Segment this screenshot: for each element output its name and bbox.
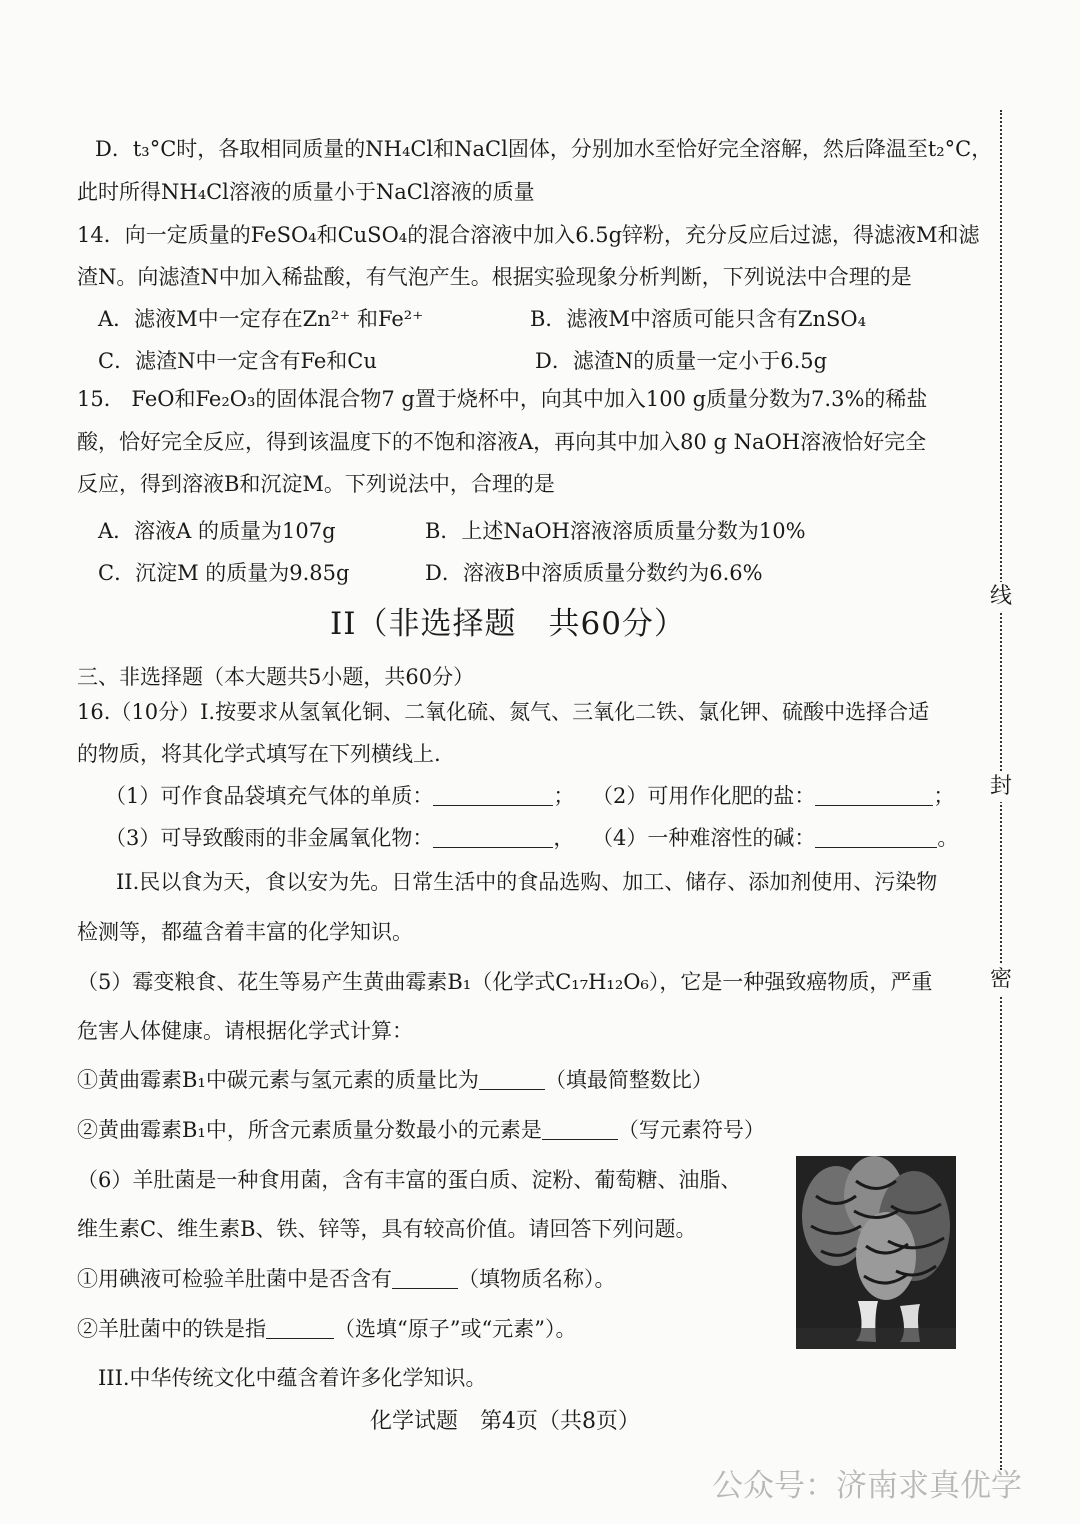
answer-blank[interactable] bbox=[433, 785, 553, 806]
q16-5-ii bbox=[77, 1116, 765, 1144]
q16-part2 bbox=[592, 782, 954, 810]
margin-mark-feng: 封 bbox=[986, 772, 1016, 802]
watermark: 公众号：济南求真优学 bbox=[712, 1468, 1022, 1504]
answer-blank[interactable] bbox=[479, 1069, 545, 1090]
q15-stem-line1: 15． FeO和Fe₂O₃的固体混合物7 g置于烧杯中，向其中加入100 g质量分数为7.3%的稀盐 bbox=[77, 387, 928, 411]
q15-stem-line3: 反应，得到溶液B和沉淀M。下列说法中，合理的是 bbox=[77, 472, 555, 496]
q15-option-a: A．溶液A 的质量为107g bbox=[98, 519, 336, 543]
punct: ； bbox=[553, 784, 575, 808]
answer-blank[interactable] bbox=[392, 1268, 458, 1289]
hint: （写元素符号） bbox=[617, 1118, 765, 1142]
answer-blank[interactable] bbox=[433, 827, 553, 848]
q16-stem-line1: 16.（10分）I.按要求从氢氧化铜、二氧化硫、氮气、三氧化二铁、氯化钾、硫酸中选择合适 bbox=[77, 700, 930, 724]
answer-blank[interactable] bbox=[266, 1318, 334, 1339]
q14-option-b: B．滤液M中溶质可能只含有ZnSO₄ bbox=[530, 307, 867, 331]
q14-option-c: C．滤渣N中一定含有Fe和Cu bbox=[98, 349, 377, 373]
hint: （填物质名称）。 bbox=[458, 1267, 616, 1291]
punct: ； bbox=[933, 784, 955, 808]
q16-part1-label: （1）可作食品袋填充气体的单质： bbox=[105, 784, 434, 808]
q13-option-d-line2: 此时所得NH₄Cl溶液的质量小于NaCl溶液的质量 bbox=[77, 180, 535, 204]
q16-6-i bbox=[77, 1265, 616, 1293]
q16-6-ii bbox=[77, 1315, 576, 1343]
punct: 。 bbox=[937, 826, 959, 850]
q16-II-line1: II.民以食为天，食以安为先。日常生活中的食品选购、加工、储存、添加剂使用、污染物 bbox=[116, 870, 938, 894]
q14-option-a: A．滤液M中一定存在Zn²⁺ 和Fe²⁺ bbox=[98, 307, 424, 331]
q14-stem-line2: 渣N。向滤渣N中加入稀盐酸，有气泡产生。根据实验现象分析判断，下列说法中合理的是 bbox=[77, 265, 912, 289]
q16-part3 bbox=[105, 824, 574, 852]
q15-option-b: B．上述NaOH溶液溶质质量分数为10% bbox=[425, 519, 806, 543]
hint: （选填“原子”或“元素”）。 bbox=[334, 1317, 577, 1341]
answer-blank[interactable] bbox=[542, 1119, 618, 1140]
q16-stem-line2: 的物质，将其化学式填写在下列横线上. bbox=[77, 742, 441, 766]
q16-5-line1: （5）霉变粮食、花生等易产生黄曲霉素B₁（化学式C₁₇H₁₂O₆），它是一种强致癌物质，严重 bbox=[77, 970, 933, 994]
q16-6-line1: （6）羊肚菌是一种食用菌，含有丰富的蛋白质、淀粉、葡萄糖、油脂、 bbox=[77, 1168, 742, 1192]
q16-5-i bbox=[77, 1066, 713, 1094]
q14-option-d: D．滤渣N的质量一定小于6.5g bbox=[535, 349, 828, 373]
q16-part2-label: （2）可用作化肥的盐： bbox=[592, 784, 816, 808]
q16-6-i-label: ①用碘液可检验羊肚菌中是否含有 bbox=[77, 1267, 392, 1291]
morel-mushroom-photo bbox=[796, 1156, 956, 1349]
q16-5-line2: 危害人体健康。请根据化学式计算： bbox=[77, 1019, 413, 1043]
margin-mark-xian: 线 bbox=[986, 582, 1016, 612]
q14-stem-line1: 14．向一定质量的FeSO₄和CuSO₄的混合溶液中加入6.5g锌粉，充分反应后过滤，得滤液M和滤 bbox=[77, 223, 980, 247]
part3-heading: 三、非选择题（本大题共5小题，共60分） bbox=[77, 665, 475, 689]
q16-5-ii-label: ②黄曲霉素B₁中，所含元素质量分数最小的元素是 bbox=[77, 1118, 542, 1142]
hint: （填最简整数比） bbox=[544, 1068, 713, 1092]
q16-6-line2: 维生素C、维生素B、铁、锌等，具有较高价值。请回答下列问题。 bbox=[77, 1217, 697, 1241]
q16-part4 bbox=[592, 824, 958, 852]
morel-mushroom-image bbox=[796, 1156, 956, 1349]
q16-5-i-label: ①黄曲霉素B₁中碳元素与氢元素的质量比为 bbox=[77, 1068, 479, 1092]
section-title: II（非选择题 共60分） bbox=[330, 606, 686, 642]
q15-option-c: C．沉淀M 的质量为9.85g bbox=[98, 561, 350, 585]
q13-option-d-line1: D．t₃°C时，各取相同质量的NH₄Cl和NaCl固体，分别加水至恰好完全溶解，然后降温至t₂°C， bbox=[95, 137, 993, 161]
q15-stem-line2: 酸，恰好完全反应，得到该温度下的不饱和溶液A，再向其中加入80 g NaOH溶液恰好完全 bbox=[77, 430, 927, 454]
answer-blank[interactable] bbox=[815, 785, 933, 806]
q16-6-ii-label: ②羊肚菌中的铁是指 bbox=[77, 1317, 266, 1341]
q16-part3-label: （3）可导致酸雨的非金属氧化物： bbox=[105, 826, 434, 850]
q16-part4-label: （4）一种难溶性的碱： bbox=[592, 826, 816, 850]
q16-part1 bbox=[105, 782, 574, 810]
q16-II-line2: 检测等，都蕴含着丰富的化学知识。 bbox=[77, 920, 413, 944]
q16-III: III.中华传统文化中蕴含着许多化学知识。 bbox=[98, 1366, 487, 1390]
answer-blank[interactable] bbox=[815, 827, 937, 848]
margin-mark-mi: 密 bbox=[986, 965, 1016, 995]
punct: ， bbox=[553, 826, 575, 850]
page-footer: 化学试题 第4页（共8页） bbox=[370, 1409, 640, 1434]
q15-option-d: D．溶液B中溶质质量分数约为6.6% bbox=[425, 561, 763, 585]
